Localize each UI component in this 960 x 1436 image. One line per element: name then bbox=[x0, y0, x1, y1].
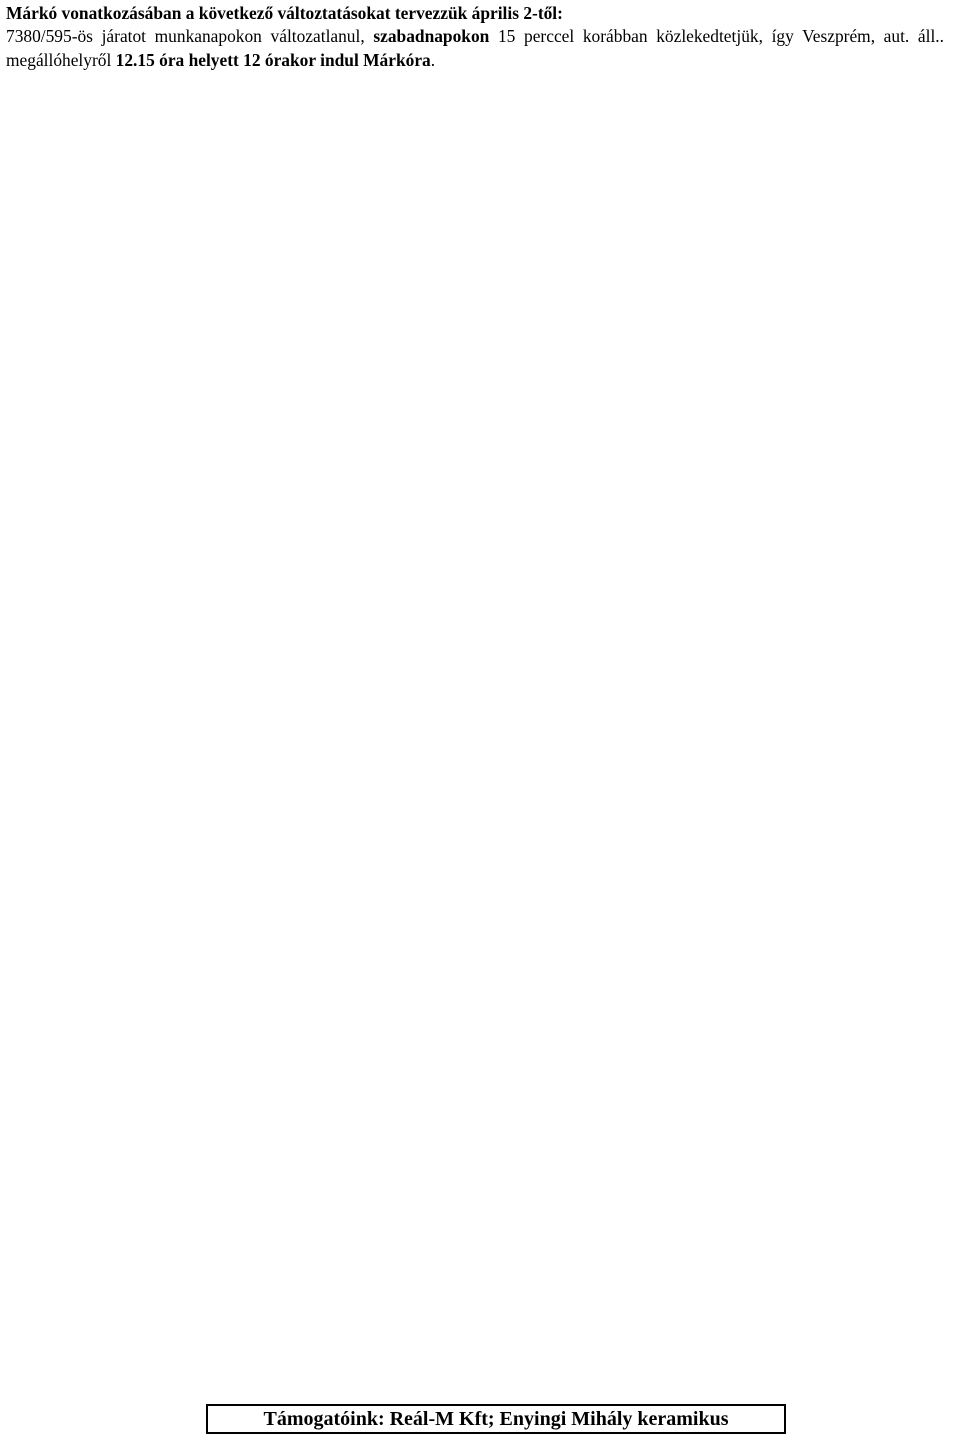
sponsors-box: Támogatóink: Reál-M Kft; Enyingi Mihály keramikus bbox=[206, 1404, 786, 1434]
route-notice bbox=[6, 2, 944, 72]
route-notice-title: Márkó vonatkozásában a következő változtatásokat tervezzük április 2-től: bbox=[6, 3, 563, 23]
route-notice-p1: Márkó vonatkozásában a következő változtatásokat tervezzük április 2-től: 7380/595-ös járatot munkanapokon változatlanul, szabadnapokon 15 perccel korábban közlekedtetjük, így Veszprém, aut. áll.. megállóhelyről 12.15 óra helyett 12 órakor indul Márkóra. bbox=[6, 3, 944, 70]
